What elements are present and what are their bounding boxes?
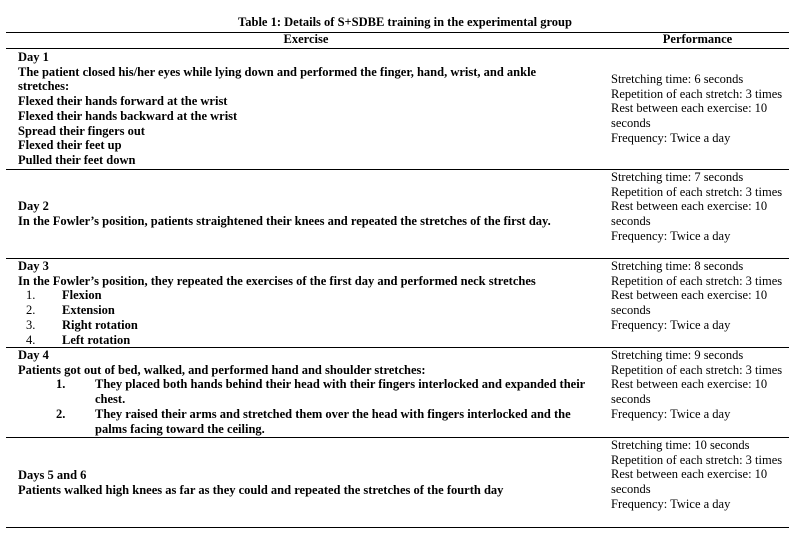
list-text: Flexion [62,288,102,303]
row-intro: In the Fowler’s position, patients straightened their knees and repeated the stretches of the first day. [18,213,551,228]
perf-line: Stretching time: 8 seconds [611,259,744,273]
perf-line: Frequency: Twice a day [611,228,731,243]
perf-line: Frequency: Twice a day [611,406,731,421]
list-number: 4. [26,332,36,347]
list-item: Flexed their hands backward at the wrist [18,108,238,123]
list-text: They raised their arms and stretched them over the head with fingers interlocked and the palms facing toward the ceiling. [95,406,571,436]
row-day3-performance [611,259,786,333]
list-item [18,288,608,303]
perf-line: Rest between each exercise: 10 seconds [611,288,768,318]
day-label: Day 3 [18,259,49,273]
perf-line: Stretching time: 7 seconds [611,170,744,184]
perf-line: Rest between each exercise: 10 seconds [611,101,768,131]
perf-line: Rest between each exercise: 10 seconds [611,467,768,497]
row-intro: The patient closed his/her eyes while lying down and performed the finger, hand, wrist, and ankle stretches: [18,64,537,94]
row-day2-exercise [18,199,608,228]
row-day4-performance [611,348,786,422]
day-label: Day 1 [18,50,49,64]
perf-line: Rest between each exercise: 10 seconds [611,199,768,229]
row-day3-exercise [18,259,608,347]
perf-line: Stretching time: 9 seconds [611,348,744,362]
list-number: 1. [26,288,36,303]
perf-line: Rest between each exercise: 10 seconds [611,377,768,407]
perf-line: Stretching time: 10 seconds [611,438,750,452]
list-number: 3. [26,317,36,332]
perf-line: Frequency: Twice a day [611,317,731,332]
list-text: Extension [62,303,115,318]
header-exercise: Exercise [283,32,329,46]
list-item [18,318,608,333]
rule [6,48,789,49]
list-text: They placed both hands behind their head with their fingers interlocked and expanded their chest. [95,377,586,407]
list-item [18,377,608,406]
day-label: Day 2 [18,199,49,213]
row-day2-performance [611,170,786,244]
list-number: 1. [56,377,66,392]
rule [6,527,789,528]
list-item: Flexed their feet up [18,138,122,153]
row-intro: Patients got out of bed, walked, and performed hand and shoulder stretches: [18,362,426,377]
list-number: 2. [56,406,66,421]
perf-line: Frequency: Twice a day [611,496,731,511]
list-item [18,333,608,348]
day-label: Day 4 [18,348,49,362]
header-performance: Performance [662,32,733,46]
list-number: 2. [26,303,36,318]
row-day1-exercise [18,50,608,168]
perf-line: Stretching time: 6 seconds [611,72,744,86]
list-item: Flexed their hands forward at the wrist [18,94,228,109]
list-item: Spread their fingers out [18,123,145,138]
perf-line: Repetition of each stretch: 3 times [611,184,783,199]
row-day5-exercise [18,468,608,497]
row-day1-performance [611,72,786,146]
perf-line: Repetition of each stretch: 3 times [611,452,783,467]
day-label: Days 5 and 6 [18,468,87,482]
list-item [18,407,608,436]
row-day5-performance [611,438,786,512]
perf-line: Repetition of each stretch: 3 times [611,362,783,377]
list-text: Left rotation [62,332,131,347]
perf-line: Frequency: Twice a day [611,130,731,145]
row-intro: Patients walked high knees as far as they could and repeated the stretches of the fourth day [18,482,504,497]
table-title: Table 1: Details of S+SDBE training in the experimental group [238,15,572,29]
perf-line: Repetition of each stretch: 3 times [611,273,783,288]
list-item [18,303,608,318]
row-intro: In the Fowler’s position, they repeated the exercises of the first day and performed neck stretches [18,273,536,288]
perf-line: Repetition of each stretch: 3 times [611,86,783,101]
list-item: Pulled their feet down [18,152,136,167]
row-day4-exercise [18,348,608,436]
list-text: Right rotation [62,317,138,332]
